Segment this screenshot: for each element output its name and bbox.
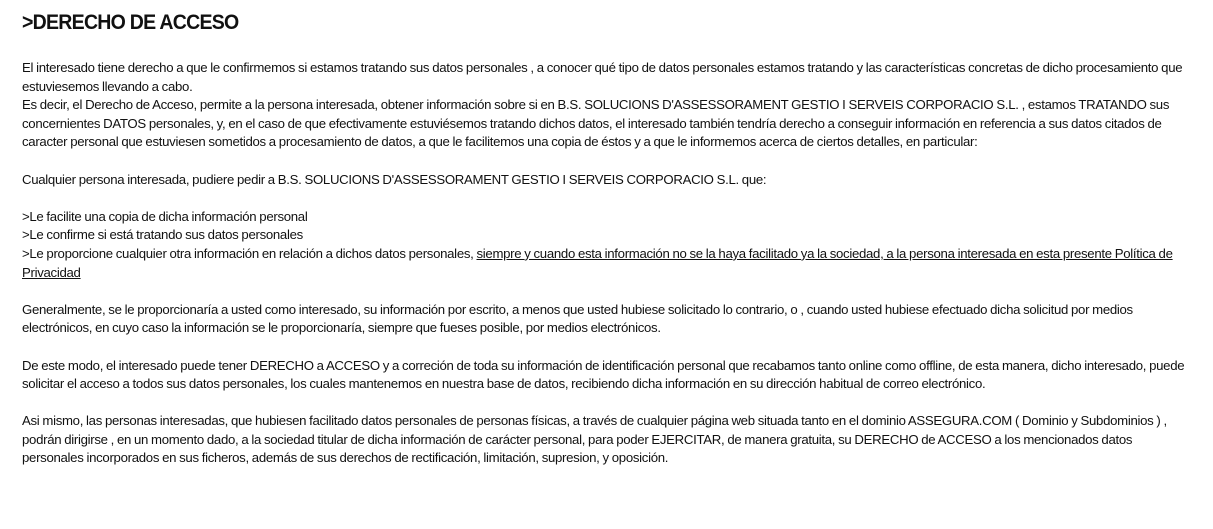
privacy-policy-note: siempre y cuando esta información no se la haya facilitado ya la sociedad, a la persona interesada en esta presente Política de Privacidad: [22, 245, 1173, 280]
page-title: >DERECHO DE ACCESO: [22, 11, 239, 34]
list-item-confirm: >Le confirme si está tratando sus datos personales: [22, 227, 303, 243]
list-item-other-info: [22, 245, 1192, 282]
paragraph-access-right: De este modo, el interesado puede tener DERECHO a ACCESO y a correción de toda su información de identificación personal que recabamos tanto online como offline, de esta manera, dicho interesado, puede solicitar el acceso a todos sus datos personales, los cuales mantenemos en nuestra base de datos, recibiendo dicha información en su dirección habitual de correo electrónico.: [22, 357, 1185, 392]
paragraph-intro: El interesado tiene derecho a que le confirmemos si estamos tratando sus datos personales , a conocer qué tipo de datos personales estamos tratando y las características concretas de dicho procesamiento que estuviesemos llevando a cabo.: [22, 60, 1183, 94]
document-body: [22, 59, 1192, 468]
document-page: [22, 8, 1192, 468]
paragraph-explanation: Es decir, el Derecho de Acceso, permite a la persona interesada, obtener información sobre si en B.S. SOLUCIONS D'ASSESSORAMENT GESTIO I SERVEIS CORPORACIO S.L. , estamos TRATANDO sus concernientes DATOS personales, y, en el caso de que efectivamente estuviésemos tratando dichos datos, el interesado también tendría derecho a conseguir información en referencia a sus datos citados de caracter personal que estuviesen sometidos a procesamiento de datos, a que le facilitemos una copia de éstos y a que le informemos acerca de ciertos detalles, en particular:: [22, 97, 1170, 150]
paragraph-spacer: [22, 189, 1192, 208]
paragraph-spacer: [22, 394, 1192, 413]
paragraph-spacer: [22, 338, 1192, 357]
list-item-copy: >Le facilite una copia de dicha información personal: [22, 208, 308, 224]
paragraph-request: Cualquier persona interesada, pudiere pedir a B.S. SOLUCIONS D'ASSESSORAMENT GESTIO I SERVEIS CORPORACIO S.L. que:: [22, 171, 767, 187]
paragraph-spacer: [22, 282, 1192, 301]
list-item-other-info-text: >Le proporcione cualquier otra información en relación a dichos datos personales,: [22, 245, 477, 261]
paragraph-delivery: Generalmente, se le proporcionaría a usted como interesado, su información por escrito, a menos que usted hubiese solicitado lo contrario, o , cuando usted hubiese efectuado dicha solicitud por medios electrónicos, en cuyo caso la información se le proporcionaría, siempre que fueses posible, por medios electrónicos.: [22, 301, 1133, 336]
paragraph-spacer: [22, 152, 1192, 171]
paragraph-domain: Asi mismo, las personas interesadas, que hubiesen facilitado datos personales de personas físicas, a través de cualquier página web situada tanto en el dominio ASSEGURA.COM ( Dominio y Subdominios ) , podrán dirigirse , en un momento dado, a la sociedad titular de dicha información de carácter personal, para poder EJERCITAR, de manera gratuita, su DERECHO de ACCESO a los mencionados datos personales incorporados en sus ficheros, además de sus derechos de rectificación, limitación, supresion, y oposición.: [22, 413, 1167, 466]
